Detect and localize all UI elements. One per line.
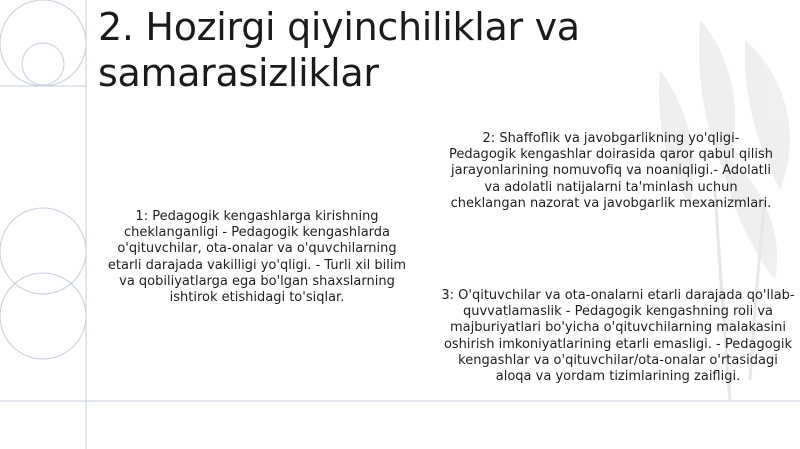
slide-title: 2. Hozirgi qiyinchiliklar va samarasizliklar: [98, 5, 580, 95]
lower-circle-upper: [0, 208, 86, 294]
challenge-point-3: 3: O'qituvchilar va ota-onalarni etarli darajada qo'llab-quvvatlamaslik - Pedagogik kengashning roli va majburiyatlari bo'yicha o'qituvchilarning malakasini oshirish imkoniyatlarining etarli emasligi. - Pedagogik kengashlar va o'qituvchilar/ota-onalar o'rtasidagi aloqa va yordam tizimlarining zaifligi.: [441, 288, 795, 385]
top-circle-small: [22, 43, 64, 85]
lower-circle-lower: [0, 273, 86, 359]
challenge-point-2: 2: Shaffoflik va javobgarlikning yo'qligi- Pedagogik kengashlar doirasida qaror qabul qilish jarayonlarining nomuvofiq va noaniqligi.- Adolatli va adolatli natijalarni ta'minlash uchun cheklangan nazorat va javobgarlik mexanizmlari.: [448, 131, 774, 211]
challenge-point-1: 1: Pedagogik kengashlarga kirishning cheklanganligi - Pedagogik kengashlarda o'qituvchilar, ota-onalar va o'quvchilarning etarli darajada vakilligi yo'qligi. - Turli xil bilim va qobiliyatlarga ega bo'lgan shaxslarning ishtirok etishidagi to'siqlar.: [107, 209, 407, 306]
